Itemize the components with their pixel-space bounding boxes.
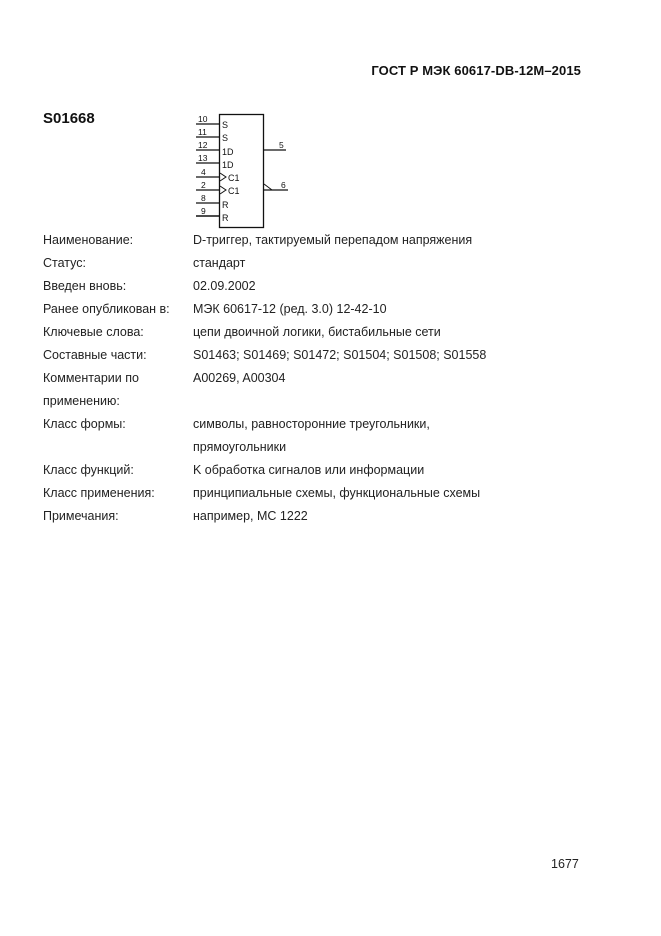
d-flip-flop-diagram — [190, 110, 300, 232]
field-label: Комментарии по — [43, 371, 139, 385]
dynamic-input-triangle-icon — [220, 186, 226, 194]
field-value: A00269, A00304 — [193, 371, 286, 385]
field-label: Статус: — [43, 256, 86, 270]
svg-text:C1: C1 — [228, 173, 240, 183]
field-application-notes — [43, 367, 603, 390]
field-value: принципиальные схемы, функциональные схемы — [193, 486, 481, 500]
symbol-properties — [43, 229, 603, 528]
output-pin-6 — [263, 180, 288, 190]
field-label: применению: — [43, 394, 120, 408]
field-name — [43, 229, 603, 252]
field-value: 02.09.2002 — [193, 279, 256, 293]
page-number: 1677 — [551, 857, 579, 871]
field-keywords — [43, 321, 603, 344]
field-value: стандарт — [193, 256, 246, 270]
field-label: Составные части: — [43, 348, 147, 362]
svg-text:11: 11 — [198, 127, 207, 137]
field-status — [43, 252, 603, 275]
field-label: Класс формы: — [43, 417, 126, 431]
field-value: S01463; S01469; S01472; S01504; S01508; S01558 — [193, 348, 487, 362]
output-pin-5 — [263, 140, 286, 150]
field-label: Ранее опубликован в: — [43, 302, 170, 316]
field-function-class — [43, 459, 603, 482]
field-introduced — [43, 275, 603, 298]
flip-flop-box — [220, 115, 264, 228]
svg-text:S: S — [222, 120, 229, 130]
dynamic-input-triangle-icon — [220, 173, 226, 181]
field-label — [43, 436, 193, 459]
svg-text:6: 6 — [281, 180, 286, 190]
field-value: например, МС 1222 — [193, 509, 308, 523]
field-value — [193, 390, 603, 413]
field-value: D-триггер, тактируемый перепадом напряжения — [193, 233, 473, 247]
svg-text:S: S — [222, 133, 229, 143]
svg-text:2: 2 — [201, 180, 206, 190]
svg-text:5: 5 — [279, 140, 284, 150]
svg-text:10: 10 — [198, 114, 208, 124]
field-value: символы, равносторонние треугольники, — [193, 417, 430, 431]
field-remarks — [43, 505, 603, 528]
field-label: Ключевые слова: — [43, 325, 144, 339]
field-application-notes-continued — [43, 390, 603, 413]
svg-text:12: 12 — [198, 140, 208, 150]
field-value: прямоугольники — [193, 440, 287, 454]
field-label: Класс функций: — [43, 463, 134, 477]
field-shape-class-continued — [43, 436, 603, 459]
svg-text:8: 8 — [201, 193, 206, 203]
field-value: МЭК 60617-12 (ред. 3.0) 12-42-10 — [193, 302, 387, 316]
svg-text:C1: C1 — [228, 186, 240, 196]
svg-text:9: 9 — [201, 206, 206, 216]
svg-text:R: R — [222, 213, 229, 223]
field-label: Введен вновь: — [43, 279, 127, 293]
svg-text:13: 13 — [198, 153, 208, 163]
field-previously-published — [43, 298, 603, 321]
svg-text:R: R — [222, 200, 229, 210]
field-label: Примечания: — [43, 509, 119, 523]
field-components — [43, 344, 603, 367]
field-value: K обработка сигналов или информации — [193, 463, 425, 477]
symbol-id: S01668 — [43, 110, 95, 127]
field-application-class — [43, 482, 603, 505]
field-label: Класс применения: — [43, 486, 155, 500]
svg-text:1D: 1D — [222, 160, 234, 170]
field-value: цепи двоичной логики, бистабильные сети — [193, 325, 441, 339]
standard-title: ГОСТ Р МЭК 60617-DB-12M–2015 — [371, 63, 581, 78]
svg-text:4: 4 — [201, 167, 206, 177]
negation-indicator-icon — [264, 184, 272, 190]
field-shape-class — [43, 413, 603, 436]
field-label: Наименование: — [43, 233, 134, 247]
svg-text:1D: 1D — [222, 147, 234, 157]
